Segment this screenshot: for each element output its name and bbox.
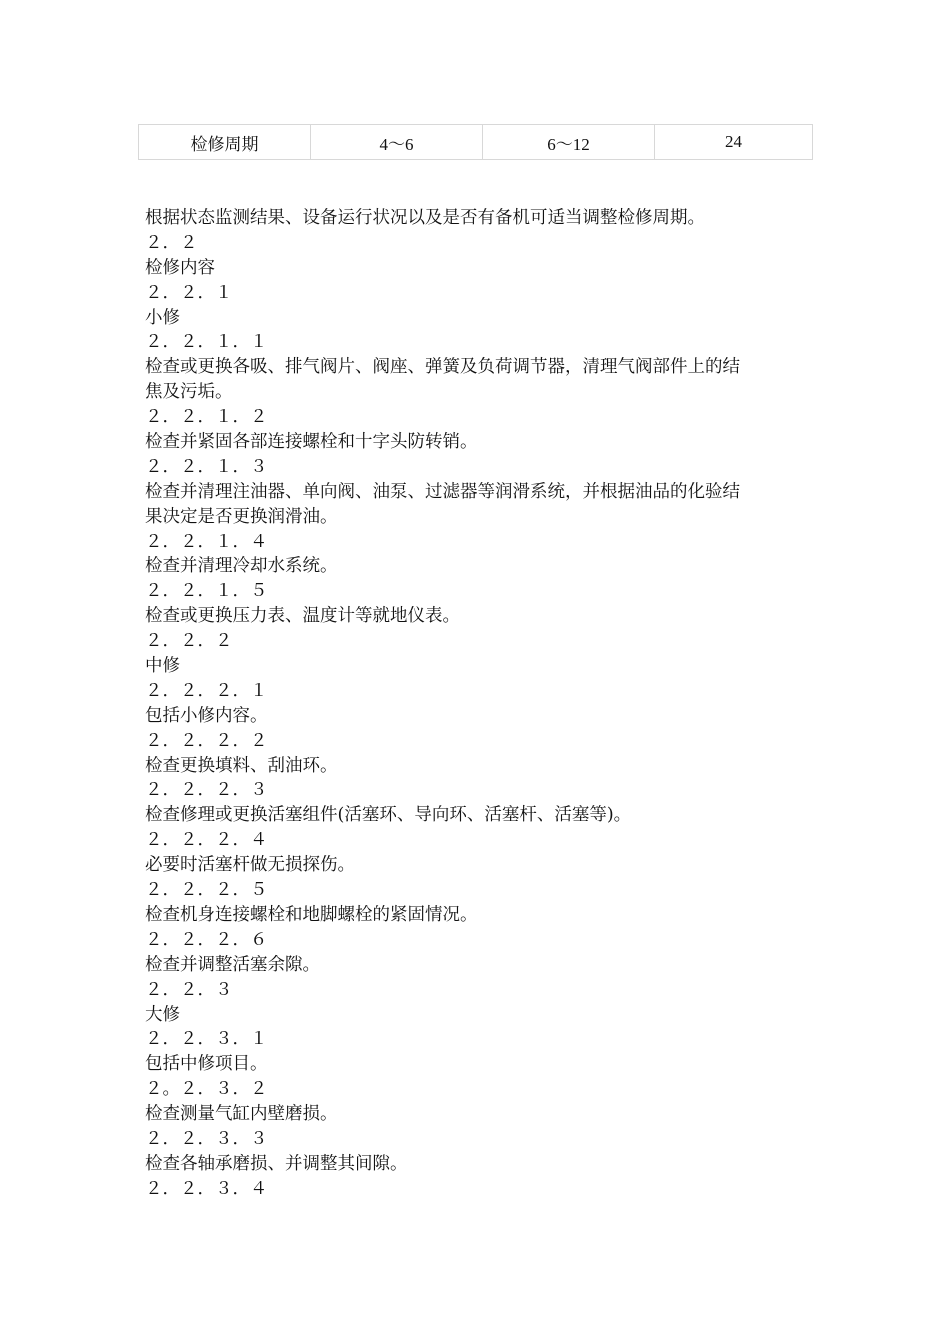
section-number: ２．２．３．１ — [145, 1029, 268, 1050]
text-line: 检查并清理冷却水系统。 — [145, 556, 338, 577]
section-number: ２．２．２．４ — [145, 830, 268, 851]
text-line: 检查各轴承磨损、并调整其间隙。 — [145, 1153, 408, 1174]
text-line: 检查更换填料、刮油环。 — [145, 755, 338, 776]
text-line: 检查并清理注油器、单向阀、油泵、过滤器等润滑系统，并根据油品的化验结 — [145, 481, 740, 502]
text-line: 果决定是否更换润滑油。 — [145, 506, 338, 527]
section-number: ２．２．１．２ — [145, 407, 268, 428]
section-number: ２．２．１ — [145, 282, 233, 303]
section-number: ２．２．３．４ — [145, 1178, 268, 1199]
section-number: ２．２．１．５ — [145, 581, 268, 602]
section-number: ２．２．２．１ — [145, 680, 268, 701]
section-number: ２．２．２．６ — [145, 929, 268, 950]
section-heading: 大修 — [145, 1004, 180, 1025]
section-number: ２．２．１．３ — [145, 456, 268, 477]
text-line: 检查测量气缸内壁磨损。 — [145, 1104, 338, 1125]
text-line: 包括中修项目。 — [145, 1054, 268, 1075]
table-cell-minor: 4～6 — [311, 125, 483, 160]
section-number: ２．２ — [145, 232, 198, 253]
section-heading: 检修内容 — [145, 257, 215, 278]
text-line: 包括小修内容。 — [145, 705, 268, 726]
text-line: 检查修理或更换活塞组件(活塞环、导向环、活塞杆、活塞等)。 — [145, 805, 632, 826]
section-number: ２．２．１．１ — [145, 332, 268, 353]
section-number: ２。２．３．２ — [145, 1079, 268, 1100]
section-number: ２．２．２．３ — [145, 780, 268, 801]
table-cell-medium: 6～12 — [483, 125, 655, 160]
section-number: ２．２．１．４ — [145, 531, 268, 552]
text-line: 焦及污垢。 — [145, 382, 233, 403]
text-line: 检查机身连接螺栓和地脚螺栓的紧固情况。 — [145, 904, 478, 925]
text-line: 必要时活塞杆做无损探伤。 — [145, 855, 355, 876]
section-heading: 中修 — [145, 656, 180, 677]
section-number: ２．２．２．２ — [145, 730, 268, 751]
section-heading: 小修 — [145, 307, 180, 328]
text-line: 检查并紧固各部连接螺栓和十字头防转销。 — [145, 432, 478, 453]
section-number: ２．２．３ — [145, 979, 233, 1000]
maintenance-cycle-table — [138, 124, 813, 160]
table-cell-header: 检修周期 — [139, 125, 311, 160]
section-number: ２．２．２ — [145, 631, 233, 652]
table-cell-major: 24 — [655, 125, 813, 160]
text-line: 检查或更换各吸、排气阀片、阀座、弹簧及负荷调节器，清理气阀部件上的结 — [145, 357, 740, 378]
text-line: 根据状态监测结果、设备运行状况以及是否有备机可适当调整检修周期。 — [145, 208, 705, 228]
text-line: 检查并调整活塞余隙。 — [145, 954, 320, 975]
section-number: ２．２．２．５ — [145, 880, 268, 901]
section-number: ２．２．３．３ — [145, 1128, 268, 1149]
text-line: 检查或更换压力表、温度计等就地仪表。 — [145, 606, 460, 627]
table-row — [139, 125, 813, 160]
body-text — [145, 206, 805, 1202]
